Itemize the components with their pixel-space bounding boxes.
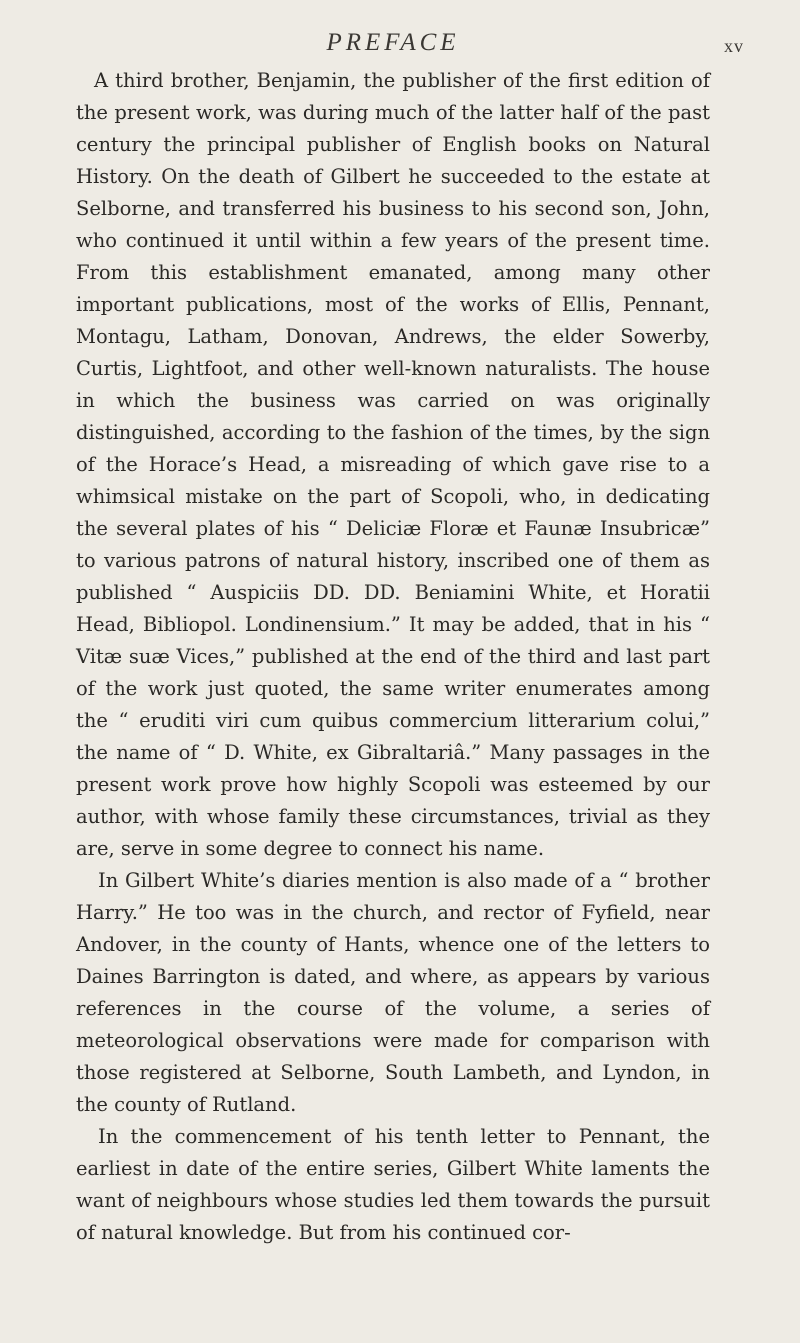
running-title: PREFACE (326, 29, 460, 56)
paragraph-3: In the commencement of his tenth letter to Pennant, the earliest in date of the entire series, Gilbert White laments the want of neighbours whose studies led them towards the pursuit of natural knowledge. But from his continued cor- (76, 1125, 710, 1244)
paragraph-2: In Gilbert White’s diaries mention is also made of a “ brother Harry.” He too was in the church, and rector of Fyfield, near Andover, in the county of Hants, whence one of the letters to Daines Barrington is dated, and where, as appears by various references in the course of the volume, a series of meteorological observations were made for comparison with those registered at Selborne, South Lambeth, and Lyndon, in the county of Rutland. (76, 869, 710, 1116)
body-text (76, 64, 710, 1249)
running-head (76, 0, 744, 64)
page-number: xv (724, 36, 744, 56)
paragraph-1: A third brother, Benjamin, the publisher of the first edition of the present work, was during much of the latter half of the past century the principal publisher of English books on Natural History. On the death of Gilbert he succeeded to the estate at Selborne, and transferred his business to his second son, John, who continued it until within a few years of the present time. From this establishment emanated, among many other important publications, most of the works of Ellis, Pennant, Montagu, Latham, Donovan, Andrews, the elder Sowerby, Curtis, Lightfoot, and other well-known naturalists. The house in which the business was carried on was originally distinguished, according to the fashion of the times, by the sign of the Horace’s Head, a misreading of which gave rise to a whimsical mistake on the part of Scopoli, who, in dedicating the several plates of his “ Deliciæ Floræ et Faunæ Insubricæ” to various patrons of natural history, inscribed one of them as published “ Auspiciis DD. DD. Beniamini White, et Horatii Head, Bibliopol. Londinensium.” It may be added, that in his “ Vitæ suæ Vices,” published at the end of the third and last part of the work just quoted, the same writer enumerates among the “ eruditi viri cum quibus commercium litterarium colui,” the name of “ D. White, ex Gibraltariâ.” Many passages in the present work prove how highly Scopoli was esteemed by our author, with whose family these circumstances, trivial as they are, serve in some degree to connect his name. (76, 69, 710, 860)
